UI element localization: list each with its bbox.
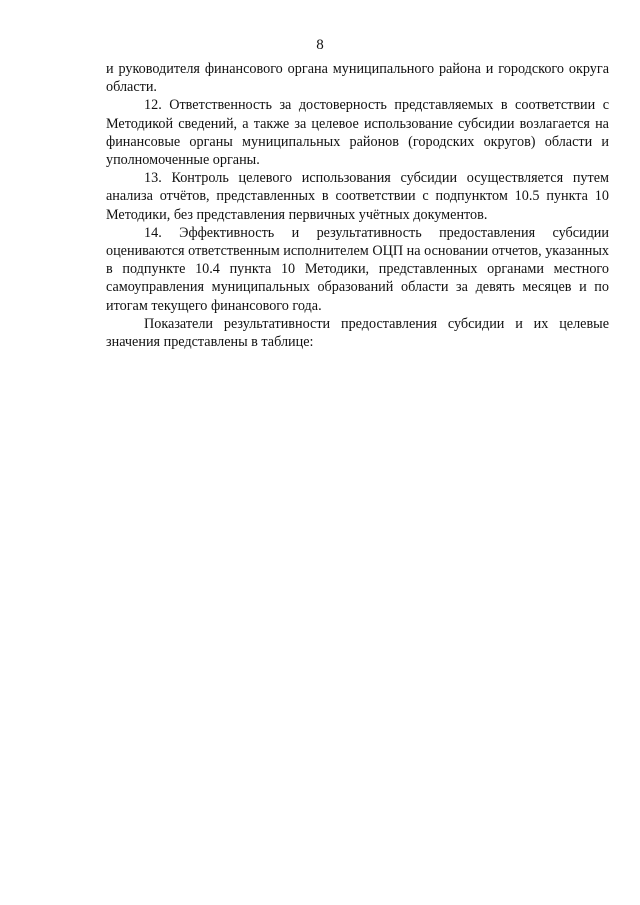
page-number: 8 (316, 37, 324, 53)
paragraph-indicators-intro: Показатели результативности предоставления субсидии и их целевые значения представлены в таблице: (106, 315, 609, 351)
paragraph-continuation: и руководителя финансового органа муниципального района и городского округа области. (106, 61, 609, 96)
paragraph-14: 14. Эффективность и результативность предоставления субсидии оцениваются ответственным исполнителем ОЦП на основании отчетов, указанных в подпункте 10.4 пункта 10 Методики, представленных органами местного самоуправления муниципальных образований области за девять месяцев и по итогам текущего финансового года. (106, 224, 609, 314)
paragraph-12: 12. Ответственность за достоверность представляемых в соответствии с Методикой сведений, а также за целевое использование субсидии возлагается на финансовые органы муниципальных районов (городских округов) области и уполномоченные органы. (106, 97, 609, 169)
document-body (106, 60, 609, 351)
paragraph-13: 13. Контроль целевого использования субсидии осуществляется путем анализа отчётов, представленных в соответствии с подпунктом 10.5 пункта 10 Методики, без представления первичных учётных документов. (106, 170, 609, 223)
